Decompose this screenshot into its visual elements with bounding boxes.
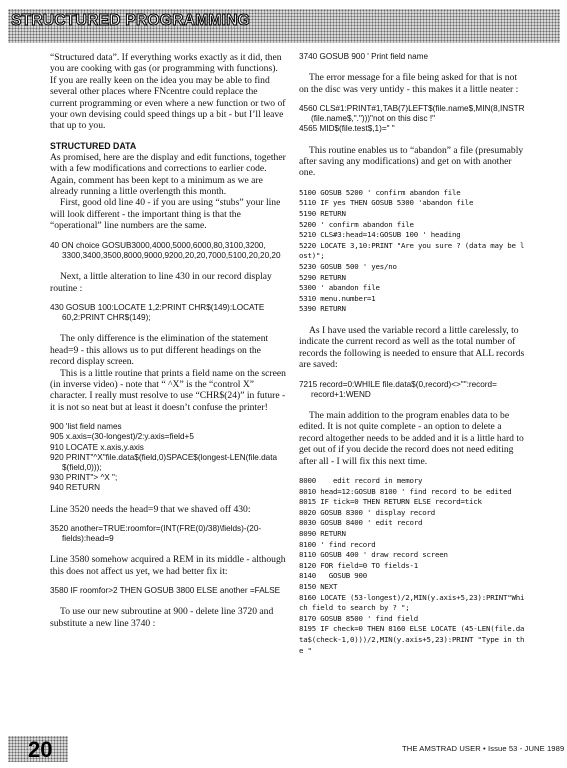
code-line: 5110 IF yes THEN GOSUB 5300 'abandon file: [299, 198, 474, 208]
code-line: 3740 GOSUB 900 ' Print field name: [299, 52, 428, 61]
code-line: 8120 FOR field=0 TO fields-1: [299, 560, 418, 570]
code-listing: [50, 303, 286, 323]
paragraph: “Structured data”. If everything works exactly as it did, then you are cooking with gas (or programming with functions). If you are really keen on the idea you may be able to find several other places where FNcentre could replace the current programming or even where a new function or two of your own devising could speed things up a bit - but I’ll leave that up to you.: [50, 52, 286, 132]
paragraph: The error message for a file being asked for that is not on the disc was very untidy - this makes it a little neater :: [299, 72, 519, 95]
code-line: 5390 RETURN: [299, 304, 346, 314]
paragraph: First, good old line 40 - if you are using “stubs” your line will look different - the important thing is that the “operational” line numbers are the same.: [50, 197, 281, 232]
code-listing: [50, 586, 286, 596]
code-line: 930 PRINT"> ^X ";: [50, 473, 118, 483]
code-line: 8010 head=12:GOSUB 8100 ' find record to be edited: [299, 486, 512, 496]
code-line: 920 PRINT"^X"file.data$(field,0)SPACE$(longest-LEN(file.data $(field,0)));: [50, 452, 278, 472]
code-listing: [50, 241, 286, 261]
paragraph: The main addition to the program enables data to be edited. It is not quite complete - an option to delete a record altogether needs to be added and it is a little hard to get out of if you decide the record does not need editing after all - I will fix this next time.: [299, 410, 524, 467]
section-heading: STRUCTURED DATA: [50, 140, 137, 151]
code-line: 8110 GOSUB 400 ' draw record screen: [299, 550, 448, 560]
code-line: 5220 LOCATE 3,10:PRINT "Are you sure ? (data may be lost)";: [299, 240, 525, 261]
code-listing: [50, 524, 286, 544]
right-column: [299, 52, 525, 666]
code-listing: [299, 52, 525, 62]
code-line: 4565 MID$(file.test$,1)=" ": [299, 124, 395, 134]
code-line: 5290 RETURN: [299, 272, 346, 282]
code-line: 910 LOCATE x.axis,y.axis: [50, 442, 144, 452]
code-listing: [50, 422, 286, 493]
code-listing: [299, 380, 525, 400]
code-line: 8100 ' find record: [299, 539, 376, 549]
code-line: 8030 GOSUB 8400 ' edit record: [299, 518, 423, 528]
code-line: 905 x.axis=(30-longest)/2:y.axis=field+5: [50, 432, 194, 442]
code-line: 5210 CLS#3:head=14:GOSUB 100 ' heading: [299, 230, 461, 240]
code-line: 40 ON choice GOSUB3000,4000,5000,6000,80,3100,3200, 3300,3400,3500,8000,9000,9200,20,20,7000,5100,20,20,20: [50, 240, 281, 260]
page-title: STRUCTURED PROGRAMMING: [11, 12, 251, 29]
code-line: 5200 ' confirm abandon file: [299, 219, 414, 229]
code-line: 900 'list field names: [50, 422, 122, 432]
code-line: 8140 GOSUB 900: [299, 571, 367, 581]
code-line: 8020 GOSUB 8300 ' display record: [299, 507, 435, 517]
code-line: 3580 IF roomfor>2 THEN GOSUB 3800 ELSE another =FALSE: [50, 586, 281, 596]
code-line: 8090 RETURN: [299, 529, 346, 538]
left-column: [50, 52, 286, 638]
paragraph: The only difference is the elimination of the statement head=9 - this allows us to put different headings on the record display screen.: [50, 333, 269, 368]
code-listing: [299, 104, 525, 135]
paragraph: This is a little routine that prints a field name on the screen (in inverse video) - note that “ ^X” is the “control X” character. I really must resolve to use “CHR$(24)” in future - it is not so neat but at least it doesn’t confuse the printer!: [50, 367, 286, 413]
code-listing: [299, 188, 525, 315]
footer-credit: THE AMSTRAD USER • Issue 53 - JUNE 1989: [402, 744, 565, 753]
paragraph: Line 3580 somehow acquired a REM in its middle - although this does not affect us yet, we had better fix it:: [50, 554, 286, 577]
paragraph: To use our new subroutine at 900 - delete line 3720 and substitute a new line 3740 :: [50, 606, 274, 629]
paragraph: Next, a little alteration to line 430 in our record display routine :: [50, 271, 272, 294]
paragraph: Line 3520 needs the head=9 that we shaved off 430:: [50, 503, 251, 515]
paragraph: As I have used the variable record a little carelessly, to indicate the current record as well as the total number of records the following is needed to ensure that ALL records are saved:: [299, 324, 525, 371]
code-line: 3520 another=TRUE:roomfor=(INT(FRE(0)/38)\fields)-(20-fields):head=9: [50, 523, 262, 544]
code-line: 5300 ' abandon file: [299, 283, 380, 293]
code-line: 5100 GOSUB 5200 ' confirm abandon file: [299, 187, 461, 197]
paragraph: This routine enables us to “abandon” a file (presumably after saving any modifications) and get on with another one.: [299, 144, 524, 179]
code-line: 8195 IF check=0 THEN 8160 ELSE LOCATE (45-LEN(file.data$(check-1,0)))/2,MIN(y.axis+5,23):PRINT "Type in the ": [299, 624, 525, 655]
code-line: 4560 CLS#1:PRINT#1,TAB(7)LEFT$(file.name$,MIN(8,INSTR (file.name$,".")))"not on this disc !": [299, 104, 525, 124]
code-line: 8150 NEXT: [299, 581, 338, 591]
code-line: 5310 menu.number=1: [299, 293, 376, 303]
code-line: 8160 LOCATE (53-longest)/2,MIN(y.axis+5,23):PRINT"Which field to search by ? ";: [299, 592, 525, 613]
code-line: 8170 GOSUB 8500 ' find field: [299, 613, 418, 623]
code-line: 940 RETURN: [50, 483, 101, 493]
code-line: 5190 RETURN: [299, 209, 346, 219]
code-line: 430 GOSUB 100:LOCATE 1,2:PRINT CHR$(149):LOCATE 60,2:PRINT CHR$(149);: [50, 302, 265, 323]
paragraph: As promised, here are the display and edit functions, together with a few modifications and corrections to earlier code. Again, comment has been kept to a minimum as we are already running a little overlength this month.: [50, 151, 286, 198]
code-line: 7215 record=0:WHILE file.data$(0,record)<>"":record= record+1:WEND: [299, 379, 497, 399]
code-listing: [299, 476, 525, 656]
code-line: 8015 IF tick=0 THEN RETURN ELSE record=tick: [299, 497, 482, 507]
code-line: 5230 GOSUB 500 ' yes/no: [299, 262, 397, 271]
code-line: 8000 edit record in memory: [299, 476, 423, 486]
page-number: 20: [28, 737, 53, 762]
